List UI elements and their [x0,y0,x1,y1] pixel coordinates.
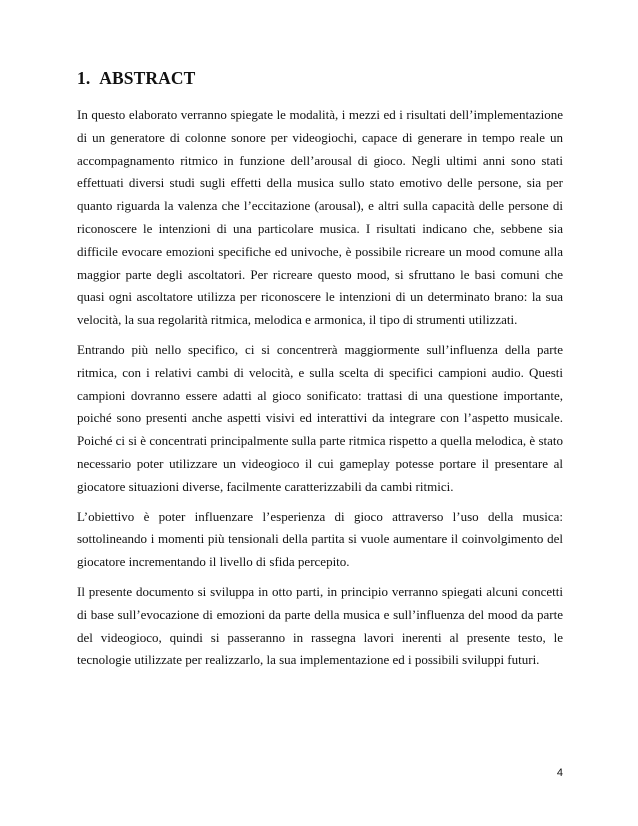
paragraph: Il presente documento si sviluppa in otto parti, in principio verranno spiegati alcuni concetti di base sull’evocazione di emozioni da parte della musica e sull’influenza del mood da parte del videogioco, quindi si passeranno in rassegna lavori inerenti al presente testo, le tecnologie utilizzate per realizzarlo, la sua implementazione ed i possibili sviluppi futuri. [77,583,563,668]
paragraph: L’obiettivo è poter influenzare l’esperienza di gioco attraverso l’uso della musica: sottolineando i momenti più tensionali della partita si vuole aumentare il coinvolgimento del giocatore incrementando il livello di sfida percepito. [77,508,563,570]
section-heading [77,66,195,90]
page-number: 4 [556,767,563,779]
paragraph: In questo elaborato verranno spiegate le modalità, i mezzi ed i risultati dell’implementazione di un generatore di colonne sonore per videogiochi, capace di generare in tempo reale un accompagnamento ritmico in funzione dell’arousal di gioco. Negli ultimi anni sono stati effettuati diversi studi sugli effetti della musica sullo stato emotivo delle persone, sia per quanto riguarda la valenza che l’eccitazione (arousal), e altri sulla capacità delle persone di riconoscere le intenzioni di una particolare musica. I risultati indicano che, sebbene sia difficile evocare emozioni specifiche ed univoche, è possibile ricreare un mood comune alla maggior parte degli ascoltatori. Per ricreare questo mood, si sfruttano le basi comuni che quasi ogni ascoltatore utilizza per riconoscere le intenzioni di un determinato brano: la sua velocità, la sua regolarità ritmica, melodica e armonica, il tipo di strumenti utilizzati. [77,107,563,328]
section-title: ABSTRACT [99,68,196,88]
paragraph: Entrando più nello specifico, ci si concentrerà maggiormente sull’influenza della parte ritmica, con i relativi cambi di velocità, e sulla scelta di specifici campioni audio. Questi campioni dovranno essere adatti al gioco sonificato: trattasi di una questione importante, poiché sono presenti anche aspetti visivi ed interattivi da integrare con l’aspetto musicale. Poiché ci si è concentrati principalmente sulla parte ritmica rispetto a quella melodica, è stato necessario poter utilizzare un videogioco il cui gameplay potesse portare il presentare al giocatore situazioni diverse, facilmente caratterizzabili da cambi ritmici. [77,341,563,494]
abstract-body [77,104,563,679]
section-number: 1. [77,68,91,88]
